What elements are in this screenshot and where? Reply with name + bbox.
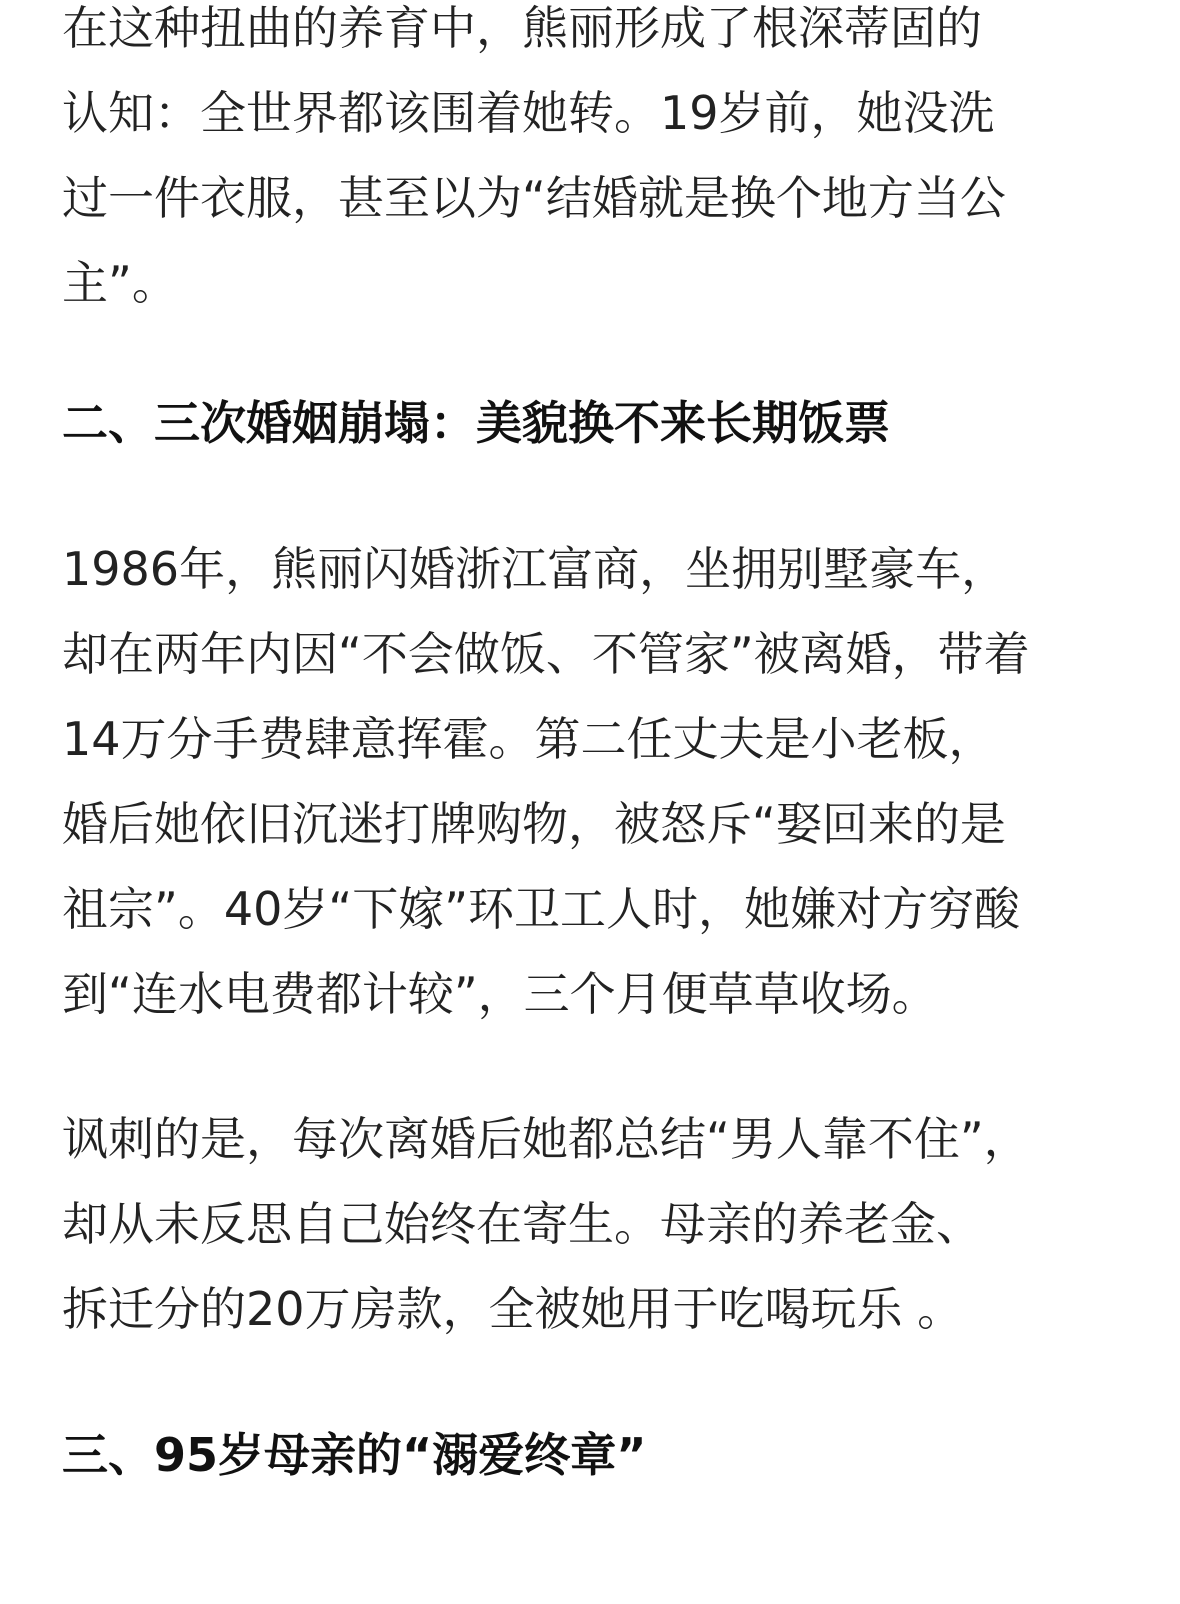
paragraph-line: 婚后她依旧沉迷打牌购物，被怒斥“娶回来的是 (62, 797, 1006, 851)
paragraph-line: 过一件衣服，甚至以为“结婚就是换个地方当公 (62, 171, 1006, 225)
section-heading: 二、三次婚姻崩塌：美貌换不来长期饭票 (62, 396, 890, 450)
paragraph-line: 在这种扭曲的养育中，熊丽形成了根深蒂固的 (62, 1, 982, 55)
paragraph-line: 认知：全世界都该围着她转。19岁前，她没洗 (62, 86, 995, 140)
paragraph-line: 却在两年内因“不会做饭、不管家”被离婚，带着 (62, 627, 1030, 681)
paragraph-line: 14万分手费肆意挥霍。第二任丈夫是小老板， (62, 712, 995, 766)
paragraph-line: 1986年，熊丽闪婚浙江富商，坐拥别墅豪车， (62, 542, 1008, 596)
paragraph-line: 讽刺的是，每次离婚后她都总结“男人靠不住”， (62, 1112, 1030, 1166)
paragraph-line: 拆迁分的20万房款，全被她用于吃喝玩乐 。 (62, 1282, 964, 1336)
paragraph-line: 祖宗”。40岁“下嫁”环卫工人时，她嫌对方穷酸 (62, 882, 1021, 936)
paragraph-line: 到“连水电费都计较”，三个月便草草收场。 (62, 967, 938, 1021)
paragraph-line: 却从未反思自己始终在寄生。母亲的养老金、 (62, 1197, 982, 1251)
section-heading: 三、95岁母亲的“溺爱终章” (62, 1428, 647, 1482)
paragraph-line: 主”。 (62, 256, 178, 310)
